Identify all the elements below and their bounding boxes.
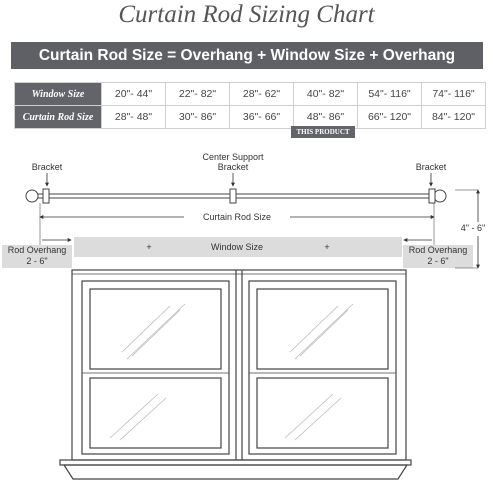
rod-overhang-right-range: 2 - 6" xyxy=(427,256,449,266)
bracket-right-label: Bracket xyxy=(415,162,447,172)
table-cell: 20"- 44" xyxy=(102,83,166,106)
rod-size-label: Curtain Rod Size xyxy=(185,212,289,222)
center-support-bracket xyxy=(230,189,236,203)
center-support-label: Center Support xyxy=(202,152,264,162)
rod-overhang-left-range: 2 - 6" xyxy=(26,256,48,266)
bracket-left xyxy=(43,189,49,203)
bracket-right xyxy=(429,189,435,203)
plus-left: + xyxy=(146,242,152,252)
height-label: 4" - 6" xyxy=(455,223,491,233)
table-cell: 54"- 116" xyxy=(358,83,422,106)
curtain-rod xyxy=(26,189,446,203)
row-header-window-size: Window Size xyxy=(15,83,102,106)
page-title: Curtain Rod Sizing Chart xyxy=(118,1,375,28)
plus-right: + xyxy=(324,242,330,252)
glass-reflections xyxy=(110,304,353,440)
table-cell: 48"- 86" xyxy=(294,106,358,129)
bracket-left-label: Bracket xyxy=(31,162,63,172)
rod-overhang-right-title: Rod Overhang xyxy=(408,245,468,255)
row-header-rod-size: Curtain Rod Size xyxy=(15,106,102,129)
table-cell: 30"- 86" xyxy=(166,106,230,129)
rod-overhang-left-title: Rod Overhang xyxy=(7,245,67,255)
table-cell: 36"- 66" xyxy=(230,106,294,129)
table-cell: 28"- 62" xyxy=(230,83,294,106)
table-cell: 40"- 82" xyxy=(294,83,358,106)
table-cell: 84"- 120" xyxy=(422,106,486,129)
window-illustration xyxy=(60,270,411,479)
table-cell: 28"- 48" xyxy=(102,106,166,129)
this-product-badge: THIS PRODUCT xyxy=(291,126,355,138)
window-size-label: Window Size xyxy=(210,242,264,252)
center-support-label-line2: Bracket xyxy=(217,162,249,172)
formula-banner: Curtain Rod Size = Overhang + Window Size + Overhang xyxy=(11,42,483,69)
table-cell: 74"- 116" xyxy=(422,83,486,106)
table-cell: 66"- 120" xyxy=(358,106,422,129)
table-cell: 22"- 82" xyxy=(166,83,230,106)
